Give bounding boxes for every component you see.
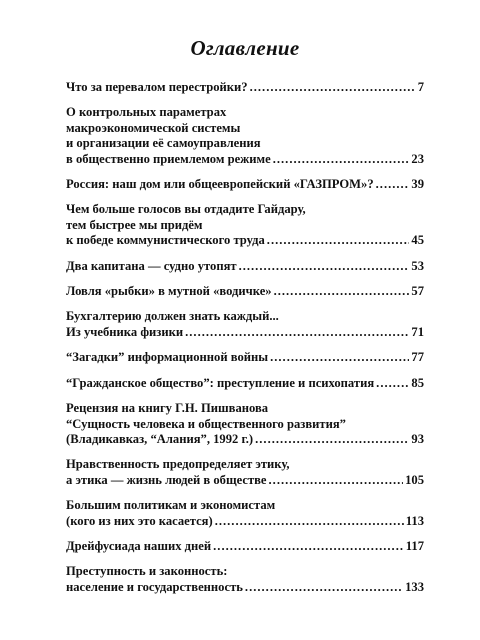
toc-entry-last-line xyxy=(66,233,424,248)
dot-leader xyxy=(250,80,416,95)
toc-entry-last-line xyxy=(66,152,424,167)
toc-entry[interactable] xyxy=(66,177,424,192)
toc-entry-page-number: 23 xyxy=(411,151,424,166)
dot-leader xyxy=(274,284,410,299)
toc-entry-last-line xyxy=(66,539,424,554)
toc-entry-page-number: 45 xyxy=(411,233,424,248)
dot-leader xyxy=(270,350,409,365)
toc-entry-title-line: Из учебника физики xyxy=(66,324,184,339)
toc-entry-page-number: 105 xyxy=(405,472,424,487)
toc-list xyxy=(66,80,424,595)
toc-entry-title-line: Большим политикам и экономистам xyxy=(66,498,276,513)
toc-entry-title-line: Рецензия на книгу Г.Н. Пишванова xyxy=(66,401,269,416)
toc-entry-title-line: “Гражданское общество”: преступление и психопатия xyxy=(66,375,375,390)
dot-leader xyxy=(267,233,410,248)
toc-entry-title-line: “Загадки” информационной войны xyxy=(66,350,269,365)
toc-entry-title-line: тем быстрее мы придём xyxy=(66,217,203,232)
toc-entry-last-line xyxy=(66,376,424,391)
toc-entry[interactable] xyxy=(66,350,424,365)
toc-entry-page-number: 39 xyxy=(411,177,424,192)
toc-entry-title-line: население и государственность xyxy=(66,579,243,594)
toc-entry-title-line: Чем больше голосов вы отдадите Гайдару, xyxy=(66,202,306,217)
toc-entry-page-number: 117 xyxy=(405,538,424,553)
toc-entry-title-line: Россия: наш дом или общеевропейский «ГАЗПРОМ»? xyxy=(66,177,374,192)
toc-entry-title-line: в общественно приемлемом режиме xyxy=(66,151,271,166)
toc-entry[interactable] xyxy=(66,80,424,95)
toc-entry-title-line: “Сущность человека и общественного развития” xyxy=(66,416,346,431)
toc-entry[interactable] xyxy=(66,259,424,274)
dot-leader xyxy=(185,325,409,340)
dot-leader xyxy=(273,152,410,167)
toc-entry-title-line: а этика — жизнь людей в обществе xyxy=(66,472,267,487)
toc-entry-page-number: 133 xyxy=(405,579,424,594)
dot-leader xyxy=(269,473,404,488)
toc-entry-last-line xyxy=(66,177,424,192)
toc-title: Оглавление xyxy=(190,36,300,60)
toc-entry-last-line xyxy=(66,350,424,365)
toc-entry-last-line xyxy=(66,259,424,274)
toc-entry-title-line: (кого из них это касается) xyxy=(66,513,213,528)
toc-entry-last-line xyxy=(66,325,424,340)
toc-entry-page-number: 85 xyxy=(411,375,424,390)
toc-entry-page-number: 57 xyxy=(411,284,424,299)
toc-entry-last-line xyxy=(66,514,424,529)
toc-entry-page-number: 93 xyxy=(411,431,424,446)
toc-entry-page-number: 77 xyxy=(411,350,424,365)
toc-entry-title-line: Нравственность предопределяет этику, xyxy=(66,457,290,472)
dot-leader xyxy=(239,259,410,274)
dot-leader xyxy=(255,432,409,447)
toc-entry[interactable] xyxy=(66,401,424,447)
toc-entry-page-number: 53 xyxy=(411,258,424,273)
toc-entry-title-line: макроэкономической системы xyxy=(66,120,241,135)
toc-entry[interactable] xyxy=(66,105,424,167)
toc-entry-title-line: Ловля «рыбки» в мутной «водичке» xyxy=(66,284,272,299)
toc-entry[interactable] xyxy=(66,539,424,554)
toc-entry-last-line xyxy=(66,580,424,595)
toc-entry-title-line: Преступность и законность: xyxy=(66,564,228,579)
dot-leader xyxy=(213,539,404,554)
toc-entry[interactable] xyxy=(66,202,424,248)
toc-entry-title-line: Что за перевалом перестройки? xyxy=(66,80,248,94)
dot-leader xyxy=(215,514,404,529)
toc-entry[interactable] xyxy=(66,457,424,488)
toc-entry[interactable] xyxy=(66,498,424,529)
dot-leader xyxy=(245,580,403,595)
toc-entry-title-line: Бухгалтерию должен знать каждый... xyxy=(66,309,279,324)
toc-entry-page-number: 7 xyxy=(417,80,424,94)
toc-entry[interactable] xyxy=(66,376,424,391)
dot-leader xyxy=(376,376,409,391)
toc-entry-last-line xyxy=(66,284,424,299)
toc-entry[interactable] xyxy=(66,309,424,340)
toc-entry-title-line: Дрейфусиада наших дней xyxy=(66,538,212,553)
toc-entry-last-line xyxy=(66,432,424,447)
toc-entry-last-line xyxy=(66,80,424,95)
toc-entry-title-line: Два капитана — судно утопят xyxy=(66,258,237,273)
toc-entry-page-number: 113 xyxy=(405,513,424,528)
toc-entry-title-line: и организации её самоуправления xyxy=(66,136,261,151)
dot-leader xyxy=(376,177,410,192)
toc-entry-last-line xyxy=(66,473,424,488)
toc-entry[interactable] xyxy=(66,564,424,595)
toc-entry-title-line: О контрольных параметрах xyxy=(66,105,227,120)
toc-entry-page-number: 71 xyxy=(411,324,424,339)
toc-entry[interactable] xyxy=(66,284,424,299)
toc-entry-title-line: к победе коммунистического труда xyxy=(66,233,265,248)
toc-entry-title-line: (Владикавказ, “Алания”, 1992 г.) xyxy=(66,431,254,446)
